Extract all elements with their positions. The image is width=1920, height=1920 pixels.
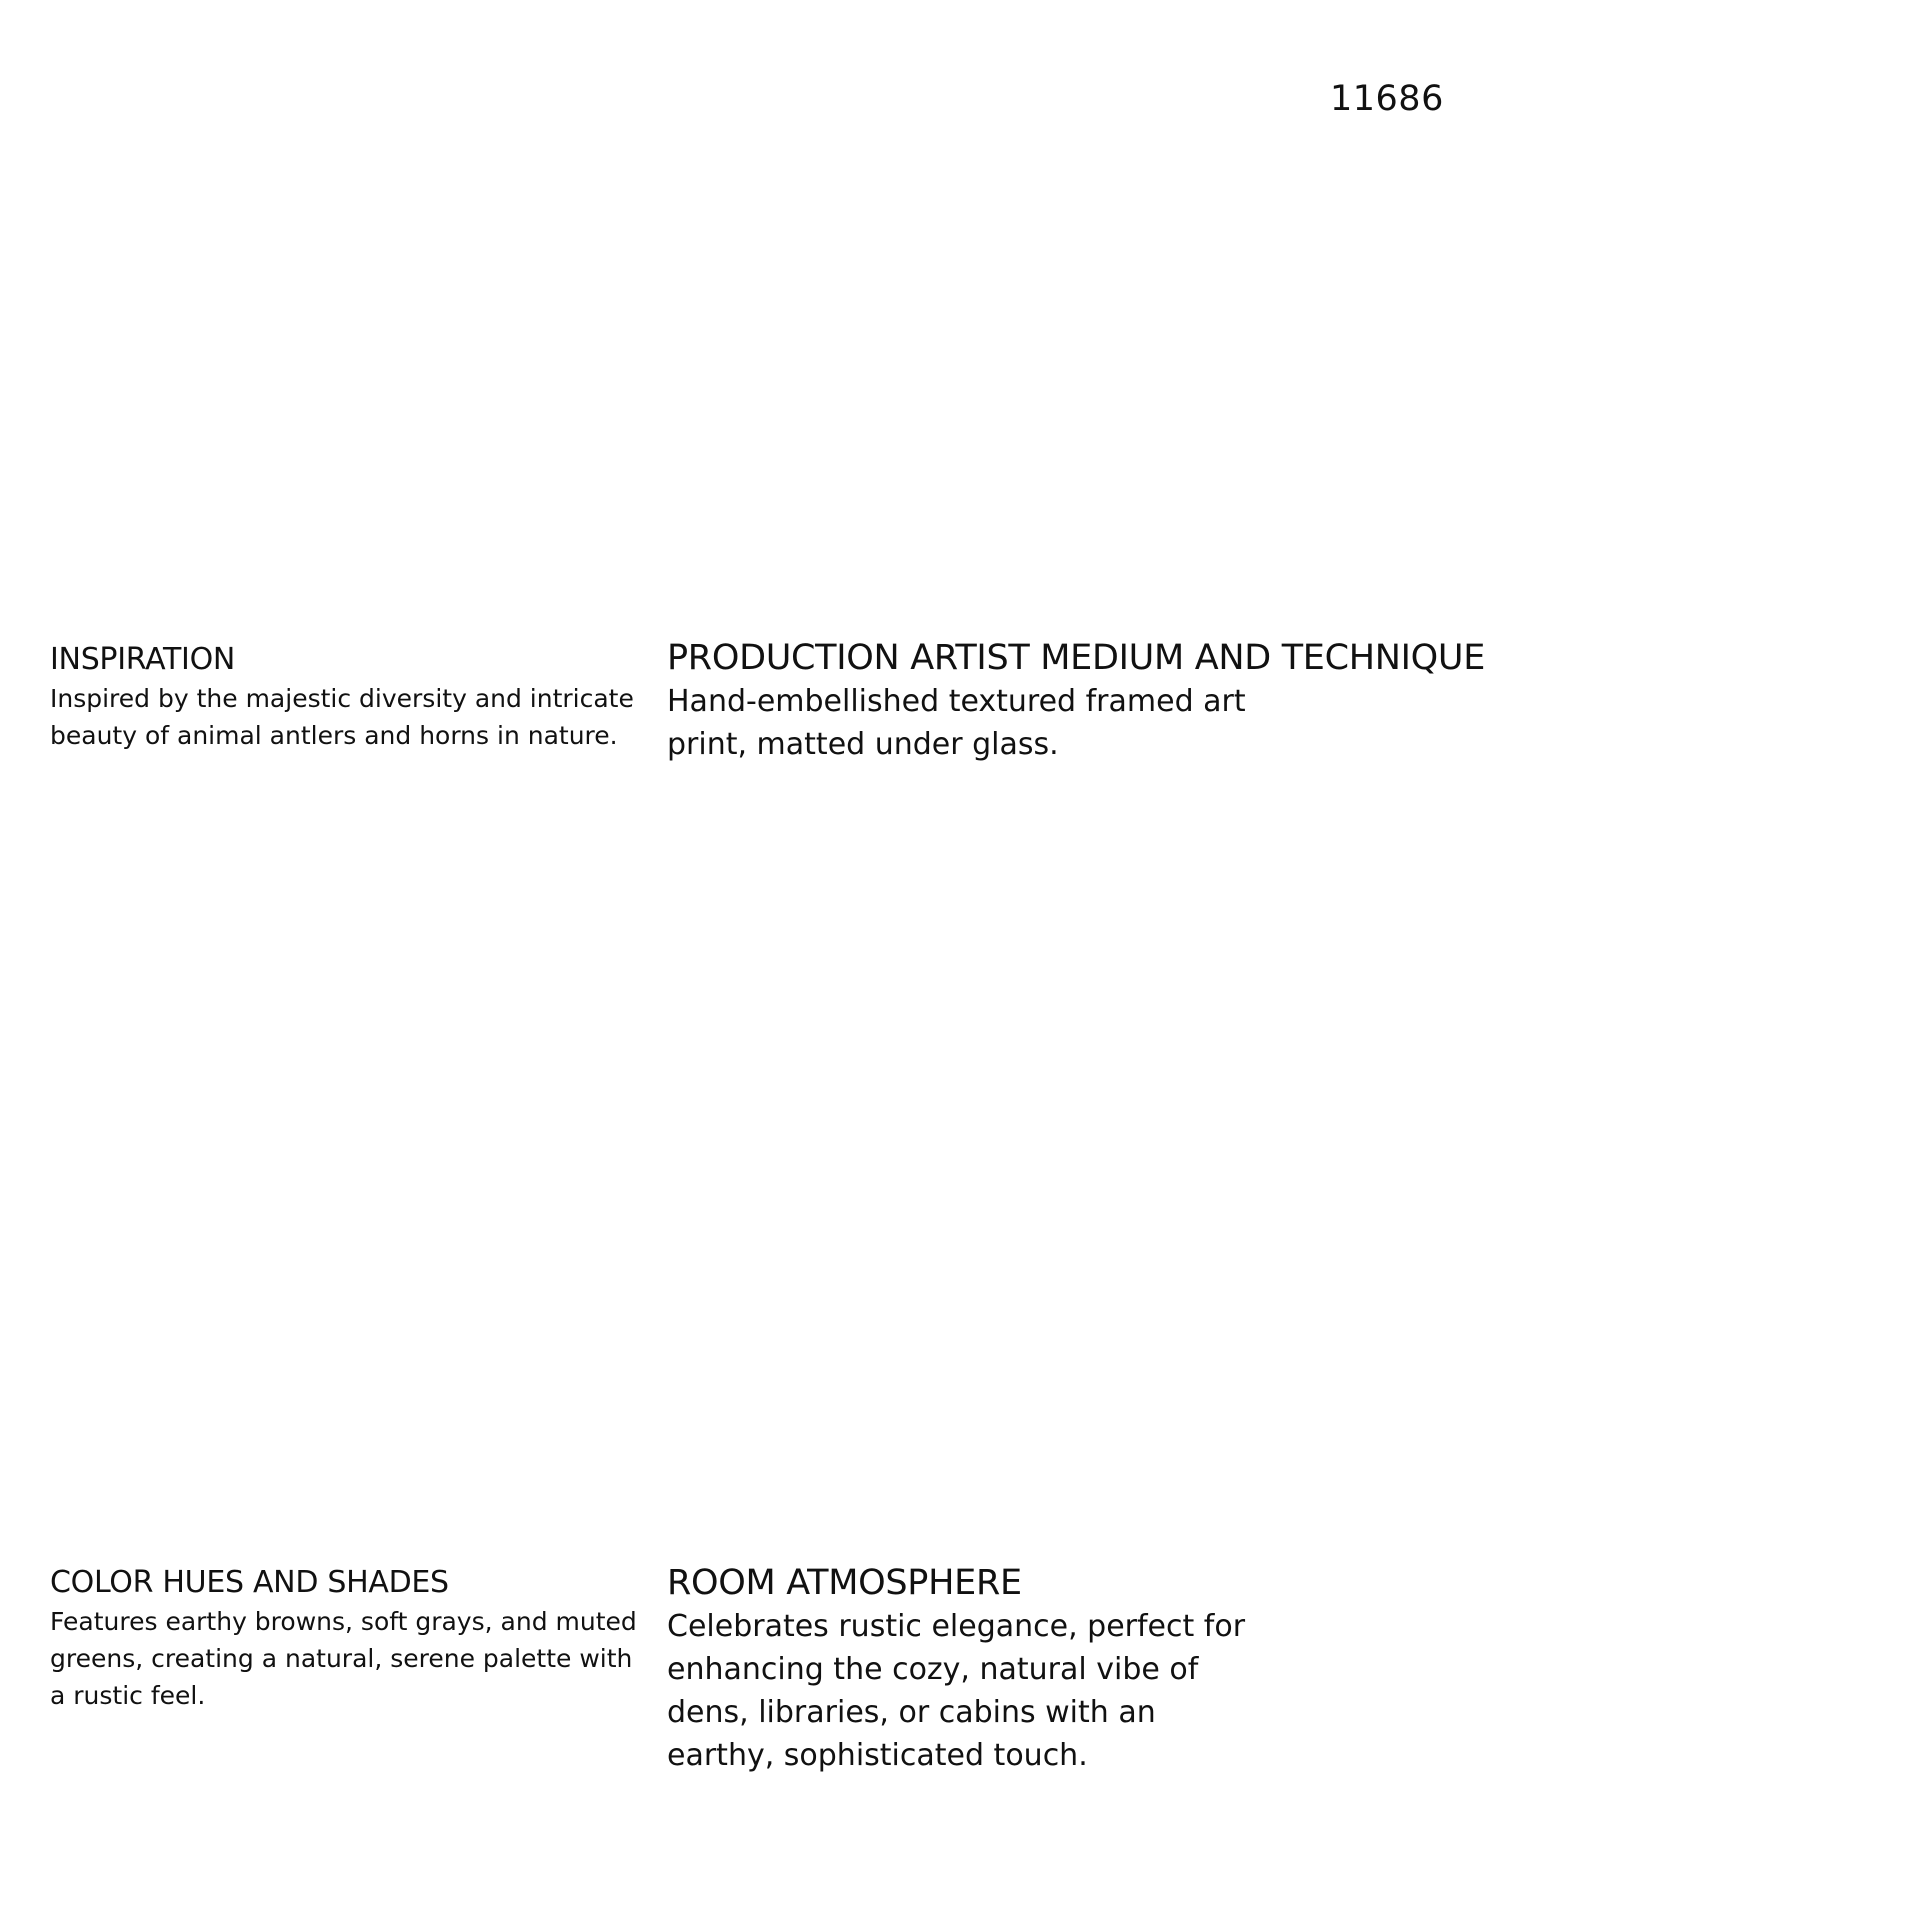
- color-hues-section: [50, 1563, 650, 1714]
- inspiration-text: Inspired by the majestic diversity and intricate beauty of animal antlers and horns in nature.: [50, 684, 634, 750]
- color-hues-text: Features earthy browns, soft grays, and muted greens, creating a natural, serene palette with a rustic feel.: [50, 1607, 637, 1710]
- item-number: 11686: [1330, 79, 1444, 119]
- room-atmosphere-text: Celebrates rustic elegance, perfect for enhancing the cozy, natural vibe of dens, libraries, or cabins with an earthy, sophisticated touch.: [667, 1609, 1246, 1773]
- inspiration-heading: INSPIRATION: [50, 642, 236, 677]
- room-atmosphere-heading: ROOM ATMOSPHERE: [667, 1563, 1022, 1603]
- color-hues-heading: COLOR HUES AND SHADES: [50, 1565, 449, 1600]
- inspiration-section: [50, 640, 650, 754]
- medium-technique-heading: PRODUCTION ARTIST MEDIUM AND TECHNIQUE: [667, 638, 1486, 678]
- medium-technique-text: Hand-embellished textured framed art print, matted under glass.: [667, 684, 1246, 762]
- room-atmosphere-section: [667, 1561, 1487, 1777]
- medium-technique-section: [667, 636, 1487, 766]
